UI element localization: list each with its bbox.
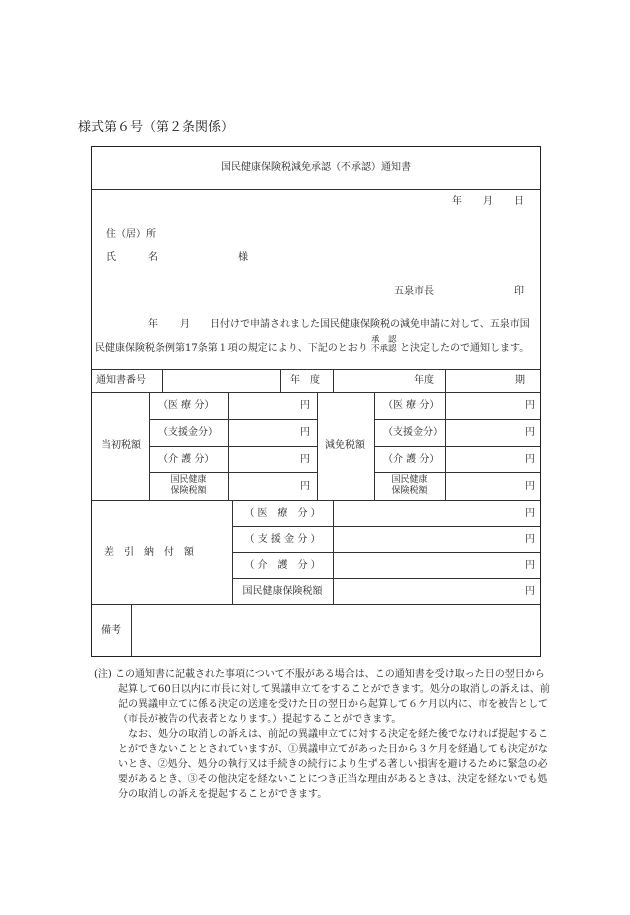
body-month: 月 (180, 319, 190, 330)
vrule-number-4 (445, 369, 446, 392)
reduction-yen-3: 円 (525, 454, 535, 465)
vrule-number-2 (280, 369, 281, 392)
rule-tax-row-3 (149, 472, 317, 473)
reduction-total-line1: 国民健康 (391, 475, 428, 485)
initial-total-line2: 保険税額 (170, 486, 207, 496)
initial-care: （介 護 分） (158, 454, 215, 465)
net-yen-4: 円 (525, 586, 535, 597)
fiscal-year-unit: 年度 (414, 375, 434, 386)
rule-above-number-row (92, 369, 540, 370)
net-yen-1: 円 (525, 508, 535, 519)
reduction-total (374, 475, 445, 497)
mayor-label: 五泉市長 (394, 286, 434, 297)
decision-choice (371, 336, 397, 354)
initial-yen-1: 円 (300, 400, 310, 411)
body-line1: 日付けで申請されました国民健康保険税の減免申請に対して、五泉市国 (210, 319, 530, 330)
net-yen-3: 円 (525, 560, 535, 571)
reduction-yen-1: 円 (525, 400, 535, 411)
date-month: 月 (483, 196, 493, 207)
approve-option: 承 認 (371, 335, 397, 345)
rule-net-row-1 (232, 526, 540, 527)
net-care: （ 介 護 分 ） (244, 560, 321, 571)
rule-above-net-block (92, 500, 540, 501)
reduction-tax-label: 減免税額 (325, 440, 365, 451)
reduction-total-line2: 保険税額 (391, 486, 428, 496)
note-text-1: この通知書に記載された事項について不服がある場合は、この通知書を受け取った日の翌日から起算して60日以内に市長に対して異議申立てをすることができます。処分の取消しの訴えは、前記の異議申立てに係る決定の送達を受けた日の翌日から起算して６ケ月以内に、市を被告として（市長が被告の代表者となります。）提起することができます。 (115, 669, 550, 725)
rule-above-remarks (92, 604, 540, 605)
body-year: 年 (148, 319, 158, 330)
reduction-yen-4: 円 (525, 481, 535, 492)
name-label-1: 氏 (106, 252, 116, 263)
rule-tax-row-2b (374, 446, 540, 447)
initial-tax-label: 当初税額 (101, 440, 141, 451)
seal-mark: 印 (514, 286, 524, 297)
form-number: 様式第６号（第２条関係） (78, 120, 235, 135)
vrule-net-2 (333, 500, 334, 604)
rule-tax-row-2 (149, 446, 317, 447)
reduction-yen-2: 円 (525, 427, 535, 438)
notes (94, 667, 554, 802)
initial-total-line1: 国民健康 (170, 475, 207, 485)
net-payment-label: 差 引 納 付 額 (104, 547, 194, 558)
note-paragraph-1 (94, 667, 554, 727)
rule-tax-row-3b (374, 472, 540, 473)
vrule-tax-5 (445, 392, 446, 500)
rule-net-row-3 (232, 578, 540, 579)
rule-tax-row-1b (374, 419, 540, 420)
vrule-number-3 (333, 369, 334, 392)
notice-number-label: 通知書番号 (96, 375, 146, 386)
form-heading: 国民健康保険税減免承認（不承認）通知書 (221, 162, 411, 173)
vrule-remarks (131, 604, 132, 656)
rule-net-row-2 (232, 552, 540, 553)
net-support: （ 支 援 金 分 ） (244, 534, 321, 545)
date-day: 日 (514, 196, 524, 207)
vrule-tax-2 (228, 392, 229, 500)
initial-yen-3: 円 (300, 454, 310, 465)
initial-yen-2: 円 (300, 427, 310, 438)
net-total: 国民健康保険税額 (242, 586, 323, 597)
rule-tax-row-1 (149, 419, 317, 420)
note-prefix: (注) (94, 669, 112, 680)
date-year: 年 (452, 196, 462, 207)
reduction-care: （介 護 分） (383, 454, 440, 465)
address-label: 住（居）所 (106, 229, 156, 240)
rule-above-tax-block (92, 392, 540, 393)
net-yen-2: 円 (525, 534, 535, 545)
reduction-medical: （医 療 分） (383, 400, 440, 411)
body-line2-post: と決定したので通知します。 (400, 343, 530, 354)
reduction-support: （支援金分） (383, 427, 443, 438)
initial-yen-4: 円 (300, 481, 310, 492)
body-line2-pre: 民健康保険税条例第17条第１項の規定により、下記のとおり (95, 343, 368, 354)
fiscal-year-label: 年 度 (290, 375, 320, 386)
vrule-number-1 (162, 369, 163, 392)
initial-support: （支援金分） (158, 427, 218, 438)
period-unit: 期 (515, 375, 525, 386)
initial-medical: （医 療 分） (158, 400, 215, 411)
initial-total (149, 475, 228, 497)
remarks-label: 備考 (101, 625, 121, 636)
rule-under-title (92, 189, 540, 190)
name-label-2: 名 (148, 252, 158, 263)
vrule-tax-3 (317, 392, 318, 500)
net-medical: （ 医 療 分 ） (244, 508, 321, 519)
note-paragraph-2: なお、処分の取消しの訴えは、前記の異議申立てに対する決定を経た後でなければ提起することができないこととされていますが、①異議申立てがあった日から３ケ月を経過しても決定がないとき、②処分、処分の執行又は手続きの続行により生ずる著しい損害を避けるために緊急の必要があるとき、③その他決定を経ないことにつき正当な理由があるときは、決定を経ないでも処分の取消しの訴えを提起することができます。 (118, 729, 548, 800)
disapprove-option: 不承認 (371, 344, 397, 354)
honorific: 様 (238, 252, 248, 263)
